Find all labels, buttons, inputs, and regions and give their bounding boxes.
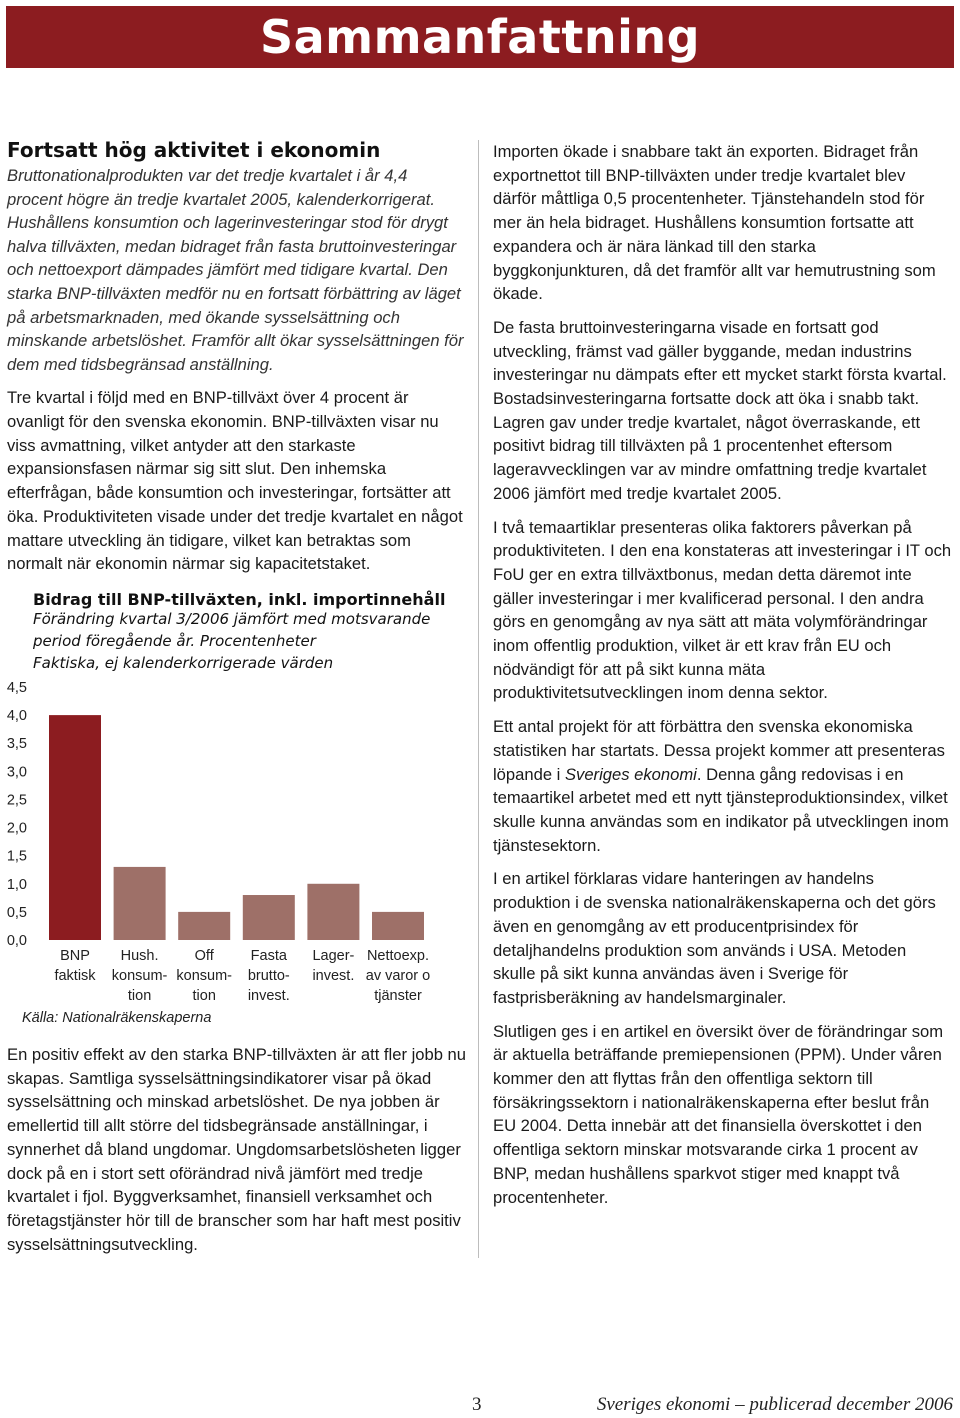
category-label: konsum- (176, 968, 233, 984)
page-title: Sammanfattning (259, 10, 701, 64)
bar-2 (178, 912, 230, 940)
category-label: Off (194, 948, 214, 964)
right-column (493, 140, 953, 1219)
left-lower-text (7, 1043, 467, 1256)
right-paragraph-5: I en artikel förklaras vidare hanteringen av handelns produktion i de svenska nationalräkenskaperna och det görs även en genomgång av ett producentprisindex för detaljhandelns produktion som används i USA. Metoden skulle på sikt kunna användas även i Sverige för fastprisberäkning av handelsmarginaler. (493, 869, 936, 1007)
right-paragraph-4-pre: Ett antal projekt för att förbättra den svenska ekonomiska statistiken har startats. Dessa projekt kommer att presenteras löpande i (493, 717, 945, 784)
y-tick-label: 1,5 (6, 848, 27, 865)
right-paragraph-4-post: . Denna gång redovisas i en temaartikel arbetet med ett nytt tjänsteproduktionsindex, vilket skulle kunna användas som en indikator på utvecklingen inom tjänstesektorn. (493, 764, 949, 855)
left-paragraph-1: Tre kvartal i följd med en BNP-tillväxt över 4 procent är ovanligt för den svenska ekonomin. BNP-tillväxten visar nu viss avmattning, vilket antyder att den starkaste expansionsfasen närmar sig sitt slut. Den inhemska efterfrågan, både konsumtion och investeringar, fortsätter att öka. Produktiviteten visade under det tredje kvartalet en något mattare utveckling än tidigare, vilket kan betraktas som normalt när ekonomin närmar sig kapacitetstaket. (7, 388, 463, 574)
category-label: konsum- (111, 968, 168, 984)
category-label: brutto- (247, 968, 290, 984)
y-tick-label: 0,0 (6, 933, 27, 949)
category-label: tion (127, 988, 152, 1004)
category-label: BNP (60, 948, 90, 964)
bar-4 (307, 884, 359, 940)
y-tick-label: 0,5 (6, 904, 27, 921)
category-label: Nettoexp. (366, 948, 430, 964)
right-paragraph-2: De fasta bruttoinvesteringarna visade en fortsatt god utveckling, främst vad gäller byggande, medan industrins investeringar nu dämpats efter ett mycket starkt första kvartal. Bostadsinvesteringarna fortsatte dock att öka i snabb takt. Lagren gav under tredje kvartalet, något överraskande, ett positivt bidrag till tillväxten på 1 procentenhet eftersom lageravvecklingen var av mindre omfattning tredje kvartalet 2006 jämfört med tredje kvartalet 2005. (493, 317, 947, 503)
category-label: Hush. (120, 948, 159, 964)
category-label: invest. (312, 968, 355, 984)
page-number: 3 (472, 1394, 482, 1415)
y-tick-label: 4,0 (6, 708, 27, 725)
category-label: av varor o (365, 968, 431, 984)
column-divider (478, 140, 479, 1258)
left-paragraph-2: En positiv effekt av den starka BNP-tillväxten är att fler jobb nu skapas. Samtliga sysselsättningsindikatorer visar på ökad sysselsättning och minskad arbetslöshet. De nya jobben är emellertid till allt större del tidsbegränsade anställningar, i synnerhet då bland ungdomar. Ungdomsarbetslösheten ligger dock på en i stort sett oförändrad nivå jämfört med tredje kvartalet i fjol. Byggverksamhet, finansiell verksamhet och företagstjänster hör till de branscher som har haft mest positiv sysselsättningsutveckling. (7, 1045, 467, 1254)
category-label: Fasta (250, 948, 287, 964)
bar-1 (114, 867, 166, 940)
ingress-paragraph: Bruttonationalprodukten var det tredje kvartalet i år 4,4 procent högre än tredje kvartalet 2005, kalenderkorrigerat. Hushållens konsumtion och lagerinvesteringar stod för drygt halva tillväxten, medan bidraget från fasta bruttoinvesteringar och nettoexport dämpades jämfört med tidigare kvartal. Den starka BNP-tillväxten medför nu en fortsatt förbättring av läget på arbetsmarknaden, med ökande sysselsättning och minskande arbetslöshet. Framför allt ökar sysselsättningen för dem med tidsbegränsad anställning. (7, 166, 464, 374)
section-heading: Fortsatt hög aktivitet i ekonomin (7, 138, 381, 162)
category-label: tion (192, 988, 216, 1004)
chart-title: Bidrag till BNP-tillväxten, inkl. importinnehåll (33, 590, 446, 609)
bar-5 (372, 912, 424, 940)
right-paragraph-6: Slutligen ges i en artikel en översikt över de förändringar som är aktuella beträffande premiepensionen (PPM). Under våren kommer den att flyttas från den offentliga sektorn till försäkringssektorn i nationalräkenskaperna efter beslut från EU 2004. Detta innebär att det finansiella överskottet i den offentliga sektorn minskar motsvarande cirka 1 procent av BNP, medan hushållens sparkvot stiger med knappt två procentenheter. (493, 1021, 944, 1207)
chart-subtitle-line-2: period föregående år. Procentenheter (33, 632, 316, 650)
publication-name-inline: Sveriges ekonomi (564, 764, 697, 784)
right-paragraph-1: Importen ökade i snabbare takt än exporten. Bidraget från exportnettot till BNP-tillväxten under tredje kvartalet blev därför måttliga 0,5 procentenheter. Tjänstehandeln stod för mer än hela bidraget. Hushållens konsumtion fortsatte att expandera och är nära länkad till den starka byggkonjunkturen, då det framför allt var hemutrustning som ökade. (493, 142, 936, 304)
bar-chart-svg (0, 590, 470, 1010)
chart (0, 590, 470, 1040)
chart-subtitle-line-1: Förändring kvartal 3/2006 jämfört med motsvarande (33, 610, 431, 628)
y-tick-label: 1,0 (6, 876, 27, 893)
category-label: invest. (247, 988, 290, 1004)
y-tick-label: 2,0 (6, 820, 27, 837)
y-tick-label: 2,5 (6, 792, 27, 809)
y-tick-label: 3,0 (6, 764, 27, 781)
chart-subtitle-line-3: Faktiska, ej kalenderkorrigerade värden (33, 654, 334, 672)
title-banner (6, 6, 954, 68)
category-label: faktisk (54, 968, 96, 984)
category-label: Lager- (312, 948, 355, 964)
bar-3 (243, 895, 295, 940)
category-label: tjänster (374, 988, 422, 1004)
bar-0 (49, 715, 101, 940)
left-column (7, 138, 465, 576)
y-tick-label: 4,5 (6, 680, 27, 696)
publication-info: Sveriges ekonomi – publicerad december 2006 (596, 1394, 953, 1415)
right-paragraph-3: I två temaartiklar presenteras olika faktorers påverkan på produktiviteten. I den ena konstateras att investeringar i IT och FoU ger en extra tillväxtbonus, medan detta däremot inte gäller investeringar i mer kvalificerad personal. I den andra görs en genomgång av nya sätt att mäta volymförändringar inom offentlig produktion, vilket är ett krav från EU och nödvändigt för att på sikt kunna mäta produktivitetsutvecklingen inom denna sektor. (493, 517, 952, 703)
y-tick-label: 3,5 (6, 736, 27, 753)
chart-source: Källa: Nationalräkenskaperna (22, 1010, 212, 1026)
right-paragraph-4 (493, 715, 953, 857)
